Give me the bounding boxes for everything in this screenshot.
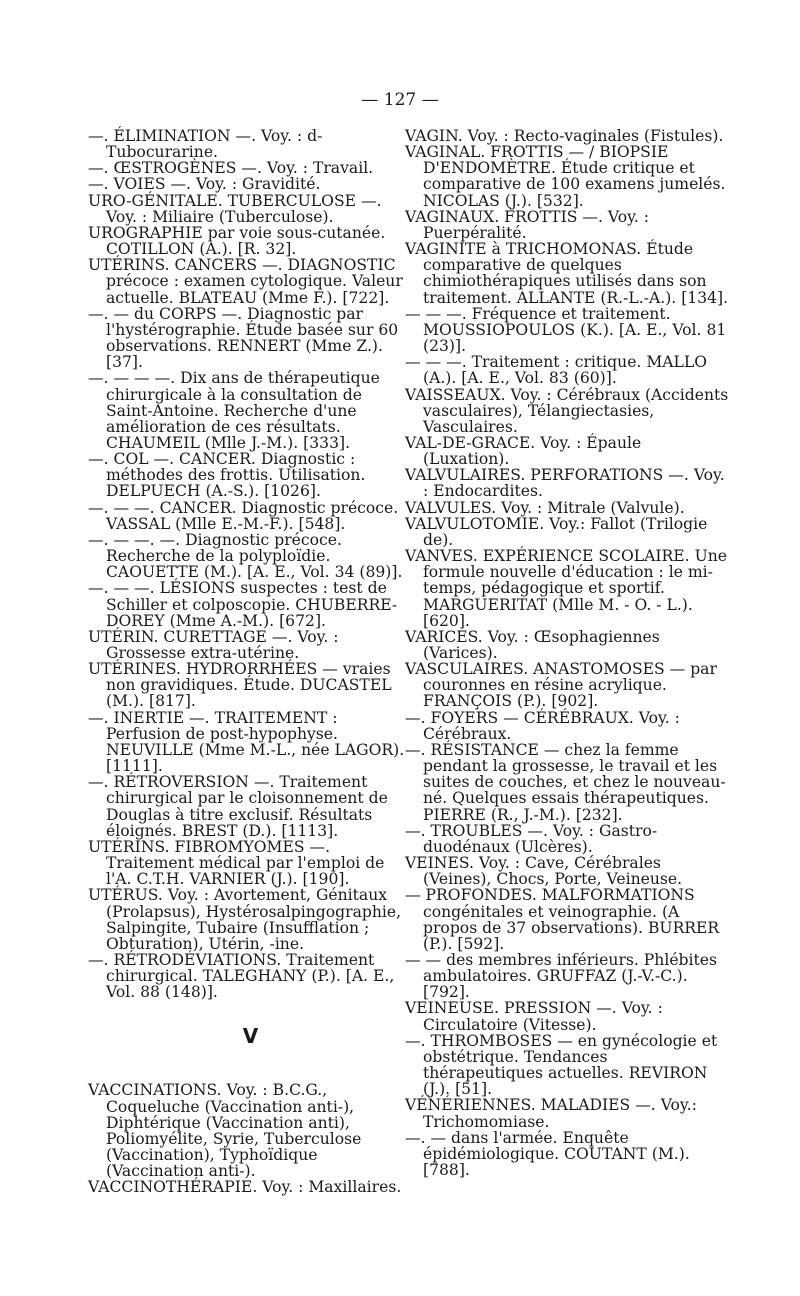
- index-entry: —. THROMBOSES — en gynécologie et obstétrique. Tendances thérapeutiques actuelles. REVIRON (J.). [51].: [405, 1031, 718, 1099]
- index-entry: VEINES. Voy. : Cave, Cérébrales (Veines), Chocs, Porte, Veineuse.: [405, 854, 683, 889]
- index-entry: —. VOIES —. Voy. : Gravidité.: [88, 175, 321, 194]
- index-entry: —. ŒSTROGÈNES —. Voy. : Travail.: [88, 159, 374, 178]
- index-entry: VASCULAIRES. ANASTOMOSES — par couronnes en résine acrylique. FRANÇOIS (P.). [902].: [405, 660, 717, 711]
- index-entry: VACCINOTHÉRAPIE. Voy. : Maxillaires.: [88, 1178, 402, 1197]
- index-entry: — — —. Traitement : critique. MALLO (A.). [A. E., Vol. 83 (60)].: [405, 353, 708, 388]
- index-entry: —. RÉTRODÉVIATIONS. Traitement chirurgical. TALEGHANY (P.). [A. E., Vol. 88 (148)].: [88, 950, 395, 1002]
- index-entry: — — —. Fréquence et traitement. MOUSSIOPOULOS (K.). [A. E., Vol. 81 (23)].: [405, 304, 727, 356]
- right-entries: [405, 128, 730, 1178]
- index-entry: — PROFONDES. MALFORMATIONS congénitales et veinographie. (A propos de 37 observations). BURRER (P.). [592].: [405, 886, 720, 953]
- index-entry: VAISSEAUX. Voy. : Cérébraux (Accidents vasculaires), Télangiectasies, Vasculaires.: [405, 385, 729, 436]
- index-entry: UTÉRINES. HYDRORRHÉES — vraies non gravidiques. Étude. DUCASTEL (M.). [817].: [88, 660, 392, 711]
- index-entry: —. FOYERS — CÉRÉBRAUX. Voy. : Cérébraux.: [405, 708, 680, 743]
- index-entry: UTÉRIN. CURETTAGE —. Voy. : Grossesse extra-utérine.: [88, 627, 339, 662]
- index-entry: VAGINAUX. FROTTIS —. Voy. : Puerpéralité.: [405, 207, 650, 242]
- index-entry: —. COL —. CANCER. Diagnostic : méthodes des frottis. Utilisation. DELPUECH (A.-S.). [1026].: [88, 450, 366, 501]
- index-entry: UTÉRINS. CANCERS —. DIAGNOSTIC précoce : examen cytologique. Valeur actuelle. BLATEAU (Mme F.). [722].: [88, 256, 403, 307]
- index-entry: VAGINITE à TRICHOMONAS. Étude comparative de quelques chimiothérapiques utilisés dans son traitement. ALLANTE (R.-L.-A.). [134].: [405, 240, 729, 307]
- index-entry: —. RÉTROVERSION —. Traitement chirurgical par le cloisonnement de Douglas à titre exclusif. Résultats éloignés. BREST (D.). [1113].: [88, 773, 388, 840]
- index-entry: VALVULES. Voy. : Mitrale (Valvule).: [405, 498, 685, 517]
- left-entries: [88, 128, 413, 1000]
- index-entry: —. — — —. Dix ans de thérapeutique chirurgicale à la consultation de Saint-Antoine. Recherche d'une amélioration de ces résultats. CHAUMEIL (Mlle J.-M.). [333].: [88, 369, 380, 452]
- index-entry: VANVES. EXPÉRIENCE SCOLAIRE. Une formule nouvelle d'éducation : le mi-temps, pédagogique et sportif. MARGUERITAT (Mlle M. - O. - L.). [620].: [405, 547, 727, 630]
- index-entry: —. — —. LÉSIONS suspectes : test de Schiller et colposcopie. CHUBERRE-DOREY (Mme A.-M.). [672].: [88, 579, 398, 630]
- index-entry: VAGIN. Voy. : Recto-vaginales (Fistules).: [405, 127, 724, 145]
- index-entry: —. INERTIE —. TRAITEMENT : Perfusion de post-hypophyse. NEUVILLE (Mme M.-L., née LAGOR). [1111].: [88, 708, 405, 776]
- section-letter: V: [242, 1024, 259, 1049]
- index-entry: —. RÉSISTANCE — chez la femme pendant la grossesse, le travail et les suites de couches, et chez le nouveau-né. Quelques essais thérapeutiques. PIERRE (R., J.-M.). [232].: [405, 740, 726, 824]
- index-entry: — — des membres inférieurs. Phlébites ambulatoires. GRUFFAZ (J.-V.-C.). [792].: [405, 950, 718, 1002]
- index-entry: —. ÉLIMINATION —. Voy. : d-Tubocurarine.: [88, 127, 323, 162]
- index-entry: VALVULAIRES. PERFORATIONS —. Voy. : Endocardites.: [405, 466, 725, 501]
- right-column: [405, 128, 730, 1178]
- index-entry: VÉNÉRIENNES. MALADIES —. Voy.: Trichomomiase.: [405, 1096, 697, 1131]
- index-entry: VALVULOTOMIE. Voy.: Fallot (Trilogie de).: [405, 514, 708, 549]
- index-entry: VACCINATIONS. Voy. : B.C.G., Coqueluche (Vaccination anti-), Diphtérique (Vaccination anti), Poliomyélite, Syrie, Tuberculose (Vaccination), Typhoïdique (Vaccination anti-).: [88, 1081, 362, 1181]
- index-entry: VAL-DE-GRACE. Voy. : Épaule (Luxation).: [405, 433, 642, 469]
- index-entry: URO-GÉNITALE. TUBERCULOSE —. Voy. : Miliaire (Tuberculose).: [88, 191, 382, 226]
- index-entry: —. — —. CANCER. Diagnostic précoce. VASSAL (Mlle E.-M.-F.). [548].: [88, 498, 399, 533]
- left-entries-after-section: [88, 1082, 413, 1195]
- page-number: — 127 —: [361, 90, 439, 110]
- index-entry: —. — dans l'armée. Enquête épidémiologique. COUTANT (M.). [788].: [405, 1128, 690, 1179]
- index-entry: —. — du CORPS —. Diagnostic par l'hystérographie. Étude basée sur 60 observations. RENNERT (Mme Z.). [37].: [88, 304, 399, 372]
- index-entry: UTÉRUS. Voy. : Avortement, Génitaux (Prolapsus), Hystérosalpingographie, Salpingite, Tubaire (Insufflation ; Obturation), Utérin, -ine.: [88, 886, 402, 953]
- index-entry: VEINEUSE. PRESSION —. Voy. : Circulatoire (Vitesse).: [405, 999, 663, 1034]
- index-entry: UTÉRINS. FIBROMYOMES —. Traitement médical par l'emploi de l'A. C.T.H. VARNIER (J.). [190].: [88, 837, 385, 889]
- index-entry: —. TROUBLES —. Voy. : Gastro-duodénaux (Ulcères).: [405, 821, 658, 856]
- index-entry: UROGRAPHIE par voie sous-cutanée. COTILLON (A.). [R. 32].: [88, 223, 386, 259]
- index-entry: —. — —. —. Diagnostic précoce. Recherche de la polyploïdie. CAOUETTE (M.). [A. E., Vol. 34 (89)].: [88, 530, 403, 582]
- left-column: [88, 128, 413, 1196]
- index-entry: VAGINAL. FROTTIS — / BIOPSIE D'ENDOMÈTRE. Étude critique et comparative de 100 examens jumelés. NICOLAS (J.). [532].: [405, 143, 726, 210]
- index-entry: VARICES. Voy. : Œsophagiennes (Varices).: [405, 627, 660, 662]
